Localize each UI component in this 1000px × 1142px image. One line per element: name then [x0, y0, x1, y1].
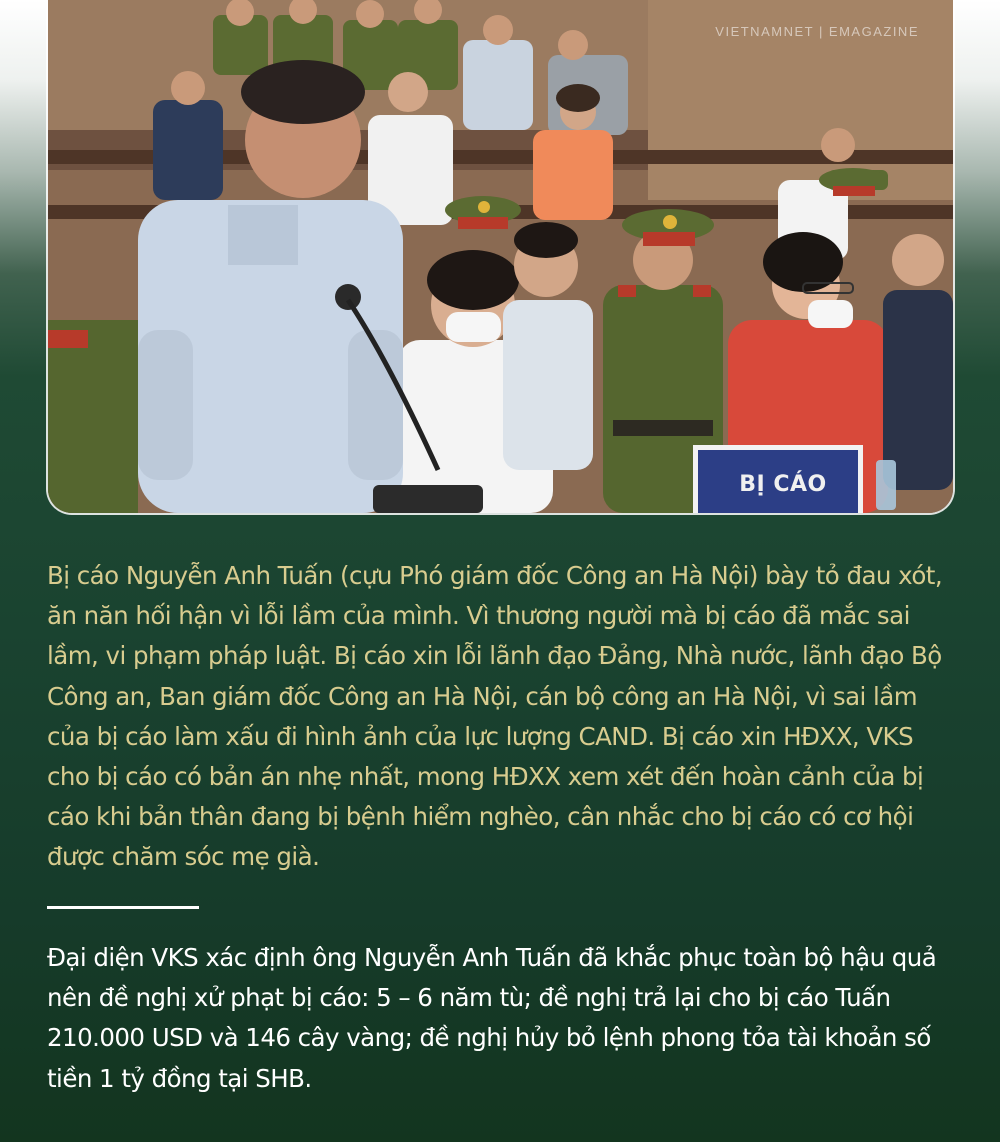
divider — [47, 906, 199, 909]
watermark: VIETNAMNET | EMAGAZINE — [715, 24, 919, 39]
article-paragraph-2: Đại diện VKS xác định ông Nguyễn Anh Tuấn đã khắc phục toàn bộ hậu quả nên đề nghị xử phạt bị cáo: 5 – 6 năm tù; đề nghị trả lại cho bị cáo Tuấn 210.000 USD và 146 cây vàng; đề nghị hủy bỏ lệnh phong tỏa tài khoản số tiền 1 tỷ đồng tại SHB. — [47, 943, 937, 1093]
courtroom-illustration — [48, 0, 953, 513]
courtroom-photo — [48, 0, 953, 513]
article-paragraph-1: Bị cáo Nguyễn Anh Tuấn (cựu Phó giám đốc Công an Hà Nội) bày tỏ đau xót, ăn năn hối hận vì lỗi lầm của mình. Vì thương người mà bị cáo đã mắc sai lầm, vi phạm pháp luật. Bị cáo xin lỗi lãnh đạo Đảng, Nhà nước, lãnh đạo Bộ Công an, Ban giám đốc Công an Hà Nội, cán bộ công an Hà Nội, vì sai lầm của bị cáo làm xấu đi hình ảnh của lực lượng CAND. Bị cáo xin HĐXX, VKS cho bị cáo có bản án nhẹ nhất, mong HĐXX xem xét đến hoàn cảnh của bị cáo khi bản thân đang bị bệnh hiểm nghèo, cân nhắc cho bị cáo có cơ hội được chăm sóc mẹ già. — [47, 561, 943, 872]
sign-label: BỊ CÁO — [739, 472, 827, 497]
